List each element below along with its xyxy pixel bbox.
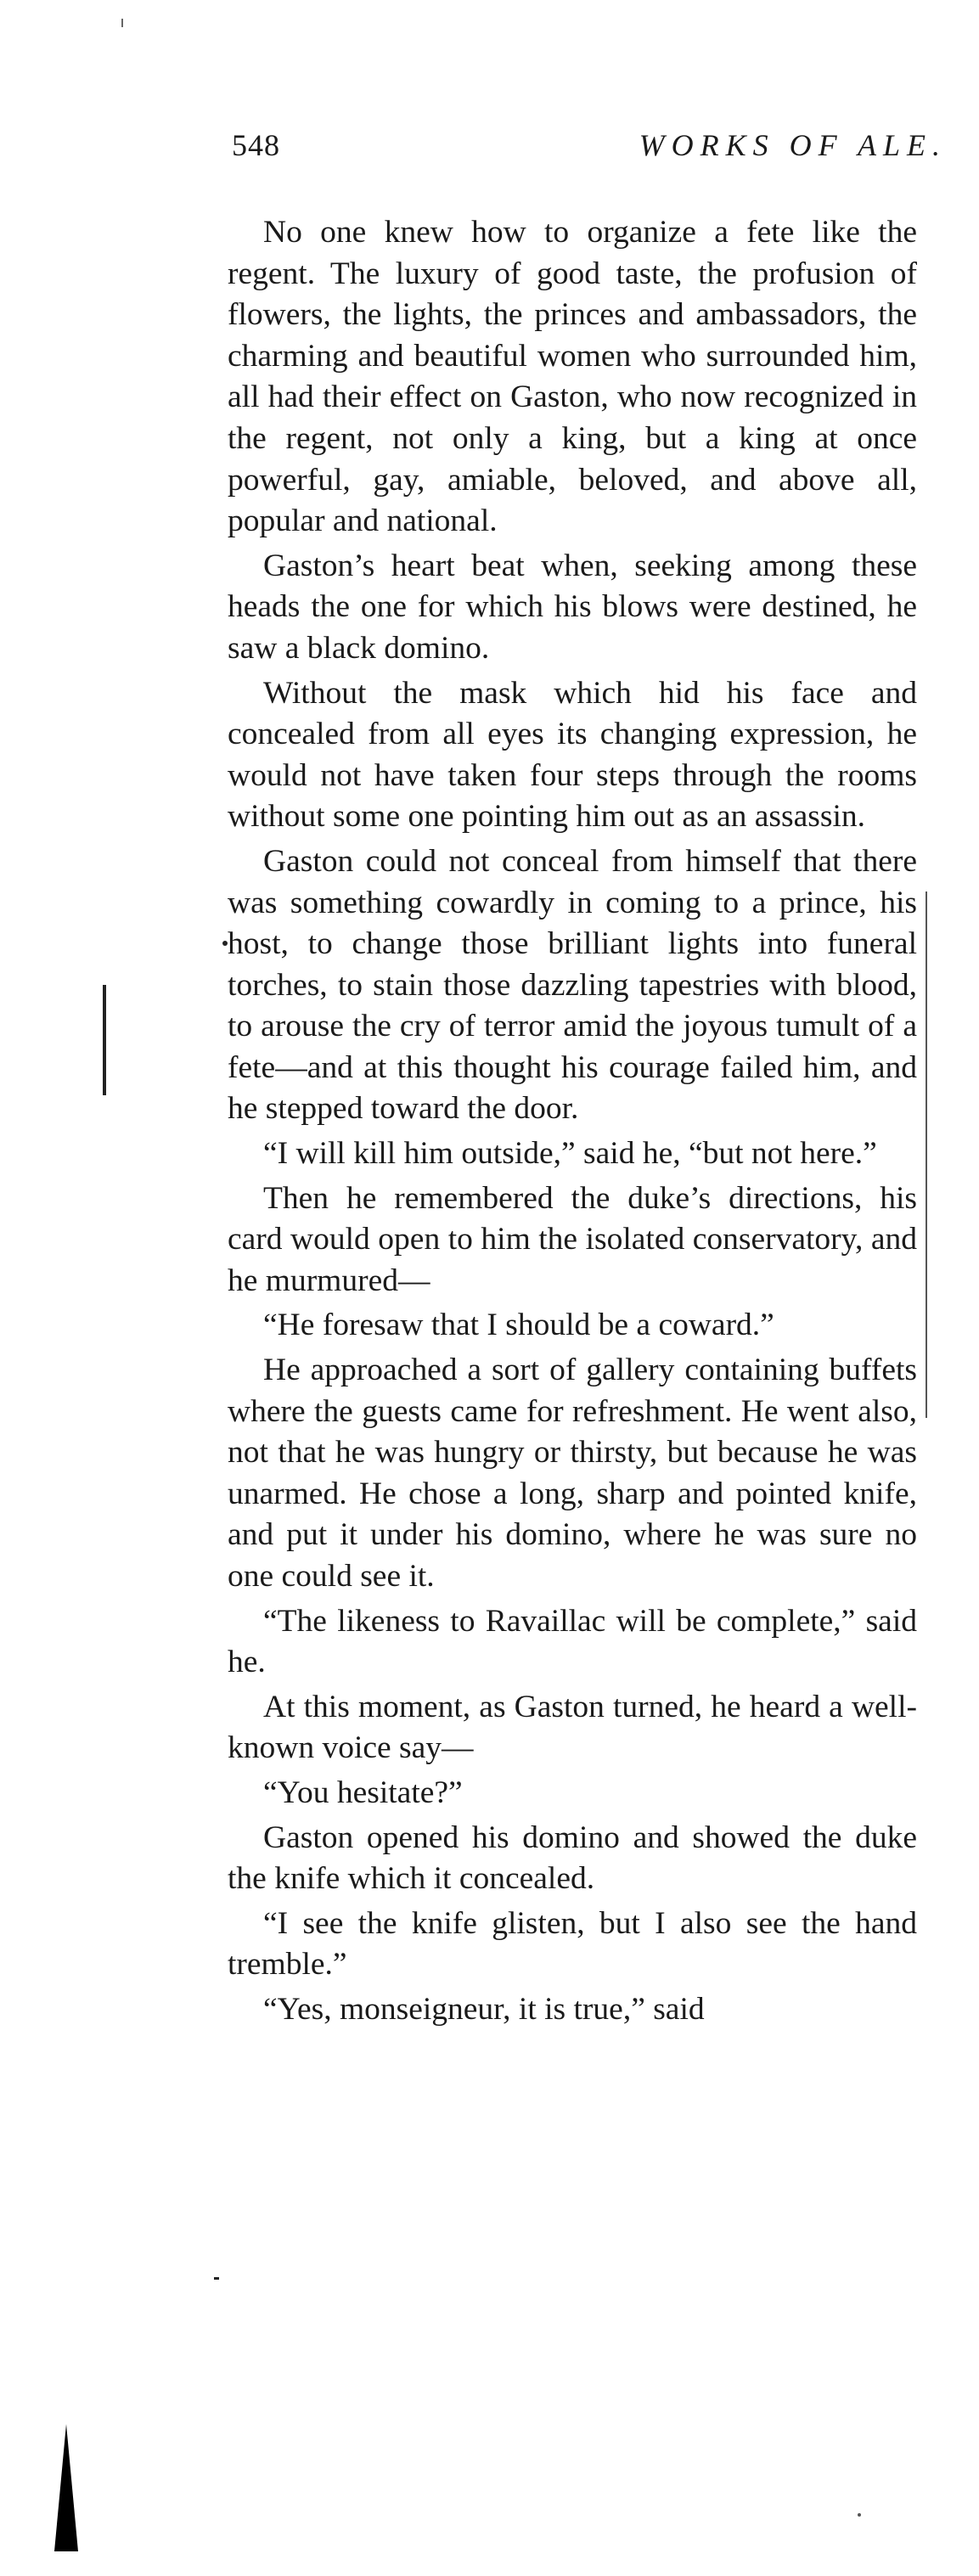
scan-dash-mark (214, 2277, 219, 2280)
scan-dot-mark (858, 2513, 861, 2517)
page-header (232, 127, 947, 178)
paragraph: At this moment, as Gaston turned, he heard a well-known voice say— (228, 1689, 917, 1766)
running-head: WORKS OF ALE. (639, 128, 947, 162)
paragraph: Then he remembered the duke’s directions, his card would open to him the isolated conservatory, and he murmured— (228, 1180, 917, 1298)
paragraph: “You hesitate?” (263, 1775, 463, 1810)
paragraph: “He foresaw that I should be a coward.” (263, 1308, 774, 1343)
paragraph: He approached a sort of gallery containing buffets where the guests came for refreshment. He went also, not that he was hungry or thirsty, but because he was unarmed. He chose a long, sharp and pointed knife, and put it under his domino, where he was sure no one could see it. (228, 1353, 917, 1594)
body-text (228, 212, 917, 2034)
paragraph: Gaston opened his domino and showed the duke the knife which it concealed. (228, 1820, 917, 1897)
paragraph: Without the mask which hid his face and concealed from all eyes its changing expression, he would not have taken four steps through the rooms without some one pointing him out as an assassin. (228, 675, 917, 835)
paragraph: Gaston could not conceal from himself that there was something cowardly in coming to a prince, his host, to change those brilliant lights into funeral torches, to stain those dazzling tapestries with blood, to arouse the cry of terror amid the joyous tumult of a fete—and at this thought his courage failed him, and he stepped toward the door. (228, 843, 917, 1127)
paragraph: “I will kill him outside,” said he, “but not here.” (263, 1136, 877, 1172)
paragraph: Gaston’s heart beat when, seeking among these heads the one for which his blows were destined, he saw a black domino. (228, 548, 917, 666)
margin-rule-mark (926, 891, 927, 1418)
margin-wedge-mark (54, 2424, 78, 2551)
scan-dot-mark (222, 941, 228, 946)
margin-bar-mark (103, 985, 106, 1095)
paragraph: “Yes, monseigneur, it is true,” said (263, 1991, 705, 2027)
paragraph: No one knew how to organize a fete like the regent. The luxury of good taste, the profusion of flowers, the lights, the princes and ambassadors, the charming and beautiful women who surrounded him, all had their effect on Gaston, who now recognized in the regent, not only a king, but a king at once powerful, gay, amiable, beloved, and above all, popular and national. (228, 215, 917, 539)
page-number: 548 (232, 128, 280, 162)
paragraph: “I see the knife glisten, but I also see the hand tremble.” (228, 1905, 917, 1983)
scan-mark (121, 19, 123, 27)
paragraph: “The likeness to Ravaillac will be complete,” said he. (228, 1603, 917, 1680)
